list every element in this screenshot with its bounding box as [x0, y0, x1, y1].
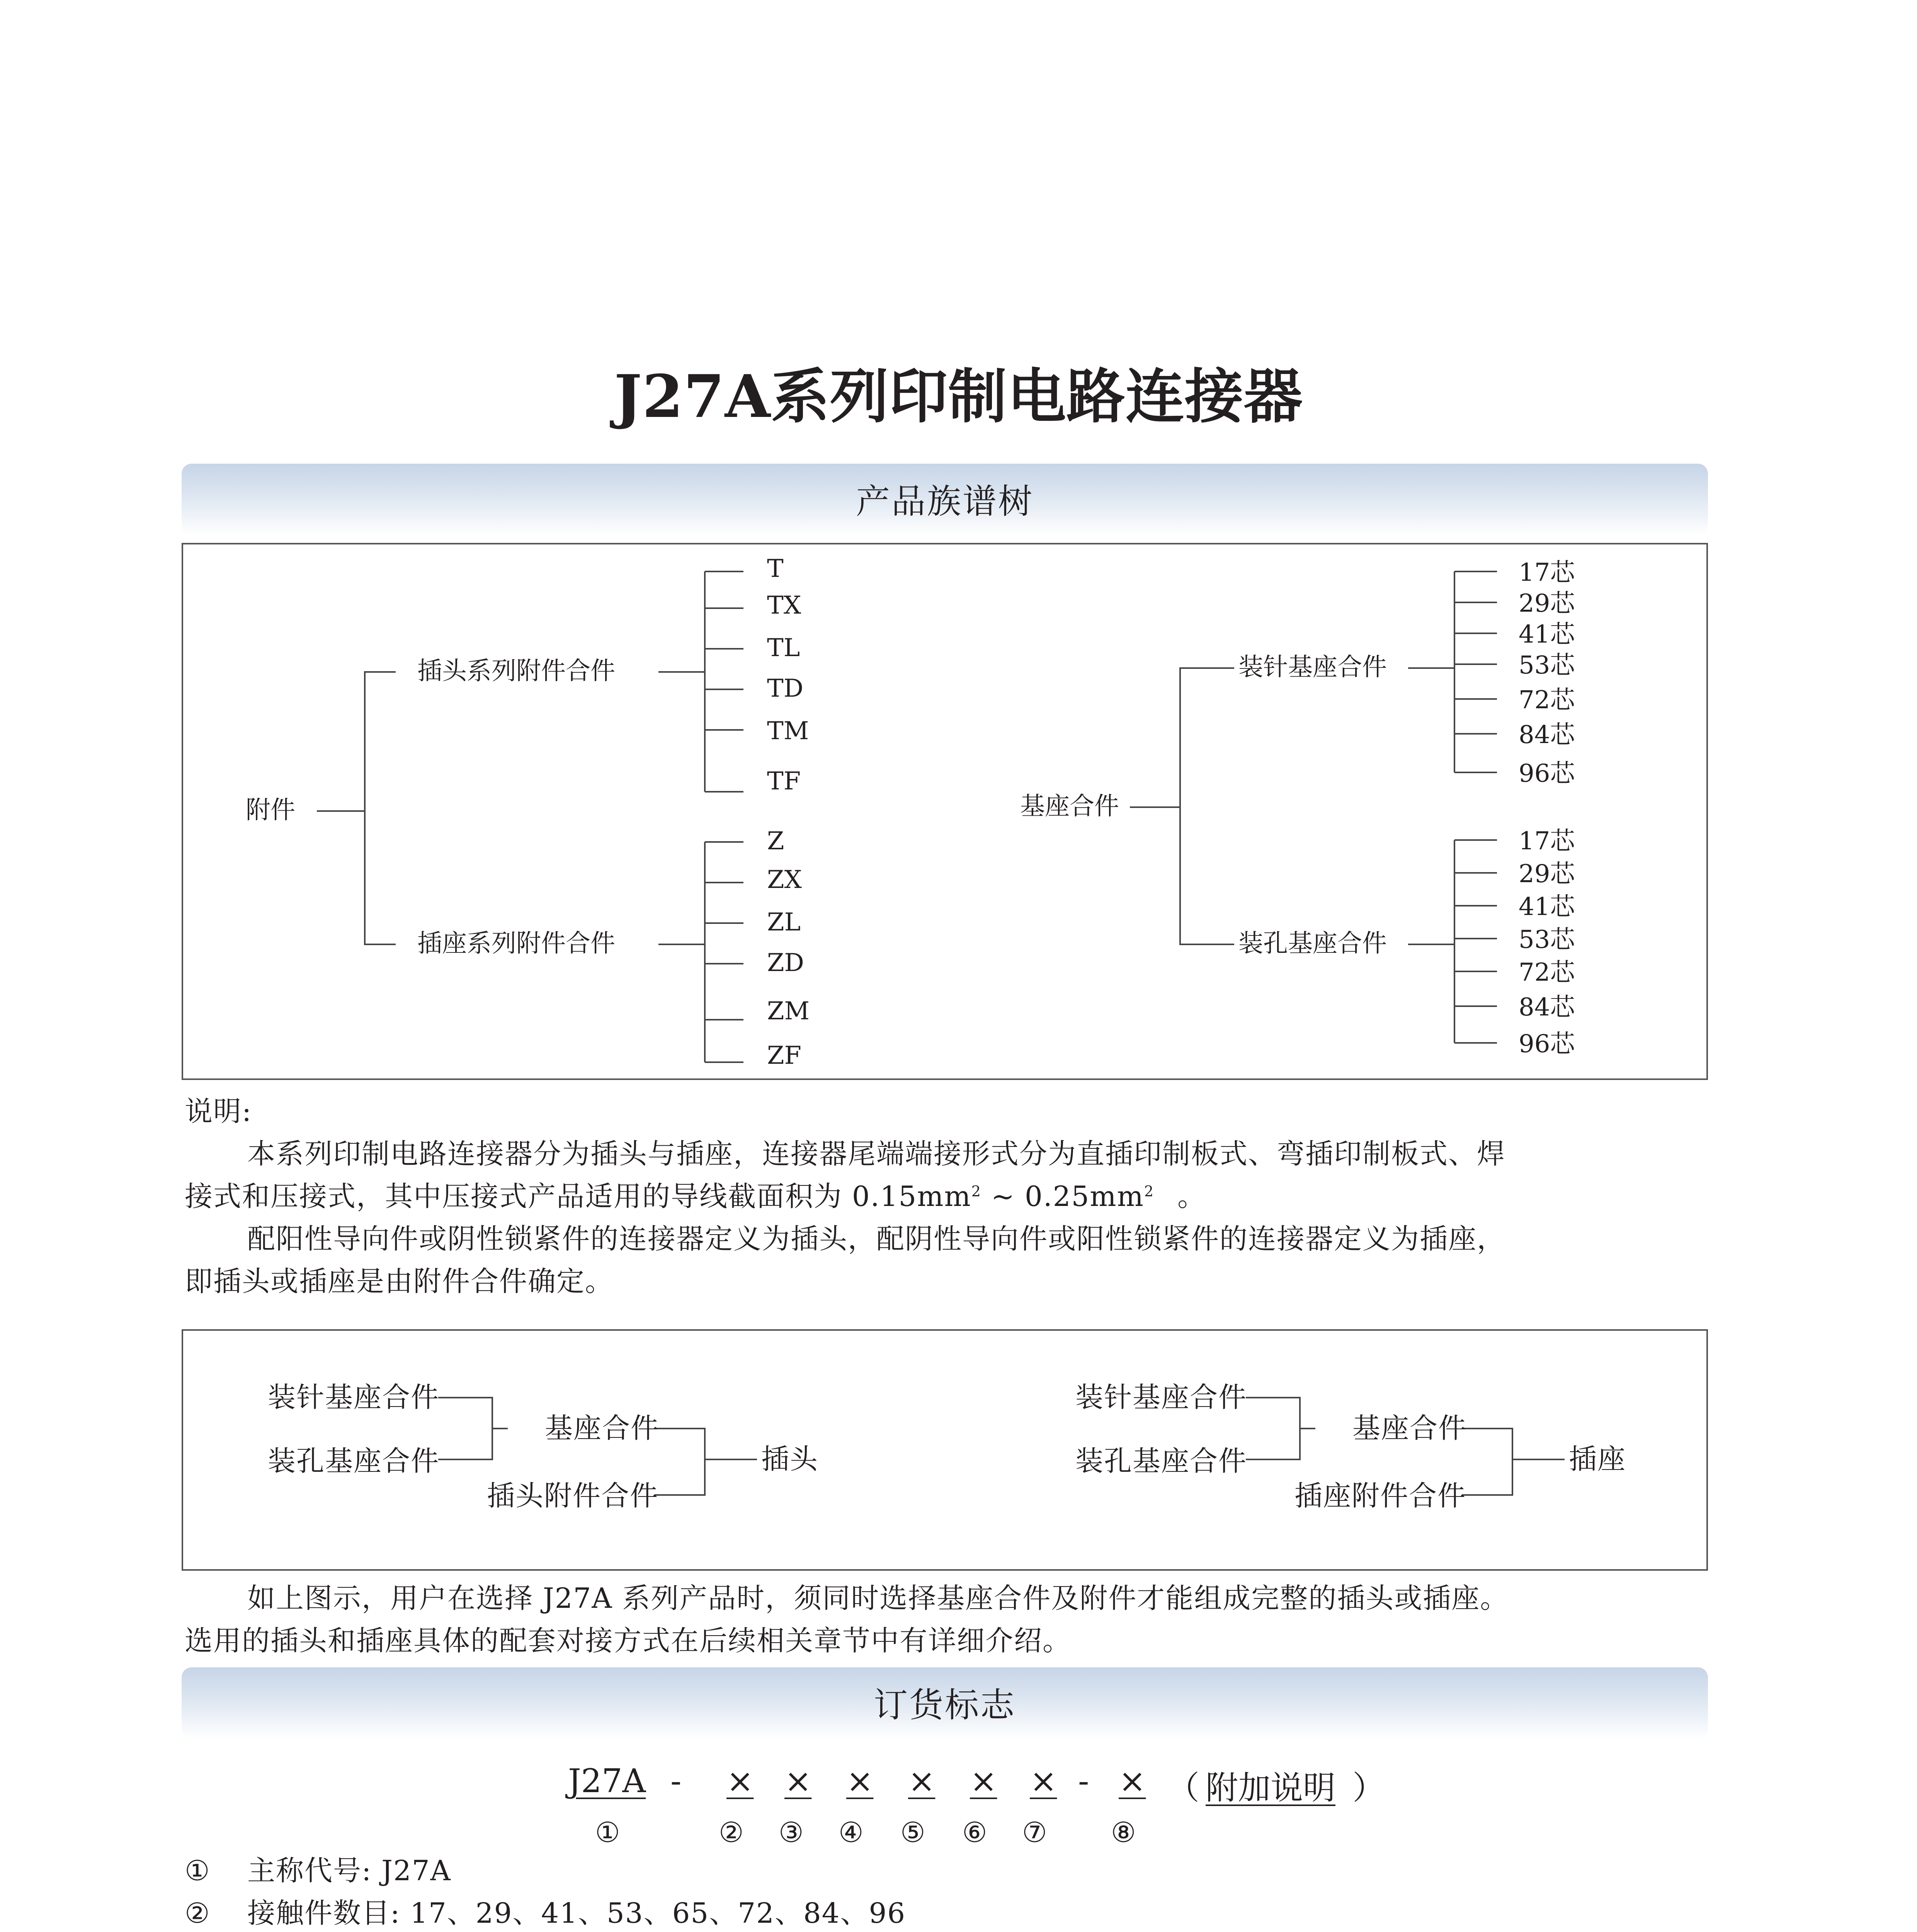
- explanation-text-part: 接式和压接式，其中压接式产品适用的导线截面积为 0.15mm: [185, 1180, 971, 1213]
- code-marker: ③: [779, 1816, 804, 1849]
- tree-leaf: 17芯: [1519, 558, 1575, 587]
- composition-base: 基座合件: [1352, 1412, 1467, 1444]
- explanation-text: 即插头或插座是由附件合件确定。: [185, 1265, 614, 1298]
- superscript: 2: [971, 1183, 981, 1200]
- code-marker: ④: [839, 1816, 864, 1849]
- code-dash: -: [670, 1762, 682, 1800]
- tree-leaf: TX: [767, 591, 801, 620]
- explanation-text: [185, 1180, 1206, 1213]
- code-x: ×: [970, 1762, 997, 1800]
- tree-branch-socket-accessory: 插座系列附件合件: [417, 929, 615, 958]
- explanation-text-part: 。: [1177, 1180, 1206, 1213]
- code-x: ×: [1119, 1762, 1146, 1800]
- code-x: ×: [908, 1762, 936, 1800]
- order-item-number: ②: [185, 1897, 211, 1929]
- code-open-paren: （: [1167, 1769, 1200, 1807]
- composition-note: 选用的插头和插座具体的配套对接方式在后续相关章节中有详细介绍。: [185, 1624, 1072, 1657]
- family-tree-connectors: [183, 544, 1706, 1078]
- tree-leaf: T: [767, 554, 784, 583]
- explanation-text-part: ~ 0.25mm: [981, 1180, 1144, 1213]
- page-title: J27A系列印制电路连接器: [614, 362, 1303, 431]
- tree-leaf: 29芯: [1519, 860, 1575, 888]
- code-markers: [0, 1816, 1917, 1851]
- superscript: 2: [1144, 1183, 1155, 1200]
- tree-leaf: ZD: [767, 949, 804, 977]
- code-suffix: 附加说明: [1206, 1769, 1336, 1807]
- order-item-number: ①: [185, 1854, 211, 1887]
- code-marker: ⑧: [1111, 1816, 1136, 1849]
- tree-leaf: 29芯: [1519, 589, 1575, 618]
- code-marker: ⑦: [1022, 1816, 1047, 1849]
- order-item-text: 主称代号: J27A: [247, 1854, 451, 1887]
- tree-leaf: 96芯: [1519, 759, 1575, 788]
- tree-leaf: TD: [767, 674, 803, 703]
- code-marker: ⑥: [962, 1816, 987, 1849]
- code-x: ×: [726, 1762, 754, 1800]
- family-tree-box: [182, 543, 1708, 1080]
- tree-leaf: 84芯: [1519, 721, 1575, 749]
- tree-branch-hole-base: 装孔基座合件: [1238, 929, 1387, 958]
- explanation-label: 说明:: [185, 1095, 252, 1128]
- tree-leaf: 41芯: [1519, 620, 1575, 649]
- code-marker: ⑤: [900, 1816, 925, 1849]
- tree-leaf: TM: [767, 717, 809, 745]
- code-marker: ②: [719, 1816, 744, 1849]
- tree-leaf: 53芯: [1519, 651, 1575, 680]
- composition-accessory: 插座附件合件: [1294, 1480, 1466, 1512]
- code-close-paren: ）: [1352, 1769, 1385, 1807]
- tree-leaf: 53芯: [1519, 925, 1575, 954]
- order-item-text: 接触件数目: 17、29、41、53、65、72、84、96: [247, 1897, 906, 1929]
- tree-leaf: 41芯: [1519, 893, 1575, 921]
- code-x: ×: [784, 1762, 812, 1800]
- tree-leaf: 96芯: [1519, 1030, 1575, 1058]
- code-x: ×: [846, 1762, 874, 1800]
- composition-pin-base: 装针基座合件: [268, 1381, 440, 1413]
- tree-leaf: 17芯: [1519, 827, 1575, 855]
- composition-note: 如上图示，用户在选择 J27A 系列产品时，须同时选择基座合件及附件才能组成完整的插头或插座。: [247, 1582, 1509, 1614]
- tree-leaf: ZF: [767, 1041, 801, 1070]
- tree-branch-pin-base: 装针基座合件: [1238, 653, 1387, 682]
- order-code-line: [0, 1762, 1917, 1807]
- code-marker: ①: [595, 1816, 620, 1849]
- tree-root-accessory: 附件: [246, 796, 295, 825]
- explanation-text: 本系列印制电路连接器分为插头与插座，连接器尾端端接形式分为直插印制板式、弯插印制板式、焊: [247, 1138, 1506, 1170]
- tree-branch-plug-accessory: 插头系列附件合件: [417, 657, 615, 685]
- tree-root-base: 基座合件: [1020, 792, 1119, 821]
- code-dash: -: [1078, 1762, 1089, 1800]
- tree-leaf: 72芯: [1519, 686, 1575, 714]
- tree-leaf: Z: [767, 827, 784, 855]
- composition-result-plug: 插头: [761, 1443, 819, 1475]
- tree-leaf: TF: [767, 767, 801, 796]
- tree-leaf: ZL: [767, 908, 801, 937]
- tree-leaf: ZX: [767, 866, 802, 894]
- section-heading: 订货标志: [873, 1685, 1016, 1725]
- section-heading: 产品族谱树: [856, 481, 1034, 521]
- code-main: J27A: [568, 1762, 646, 1800]
- composition-result-socket: 插座: [1569, 1443, 1626, 1475]
- section-header-order-code: [182, 1667, 1708, 1739]
- tree-leaf: TL: [767, 634, 800, 662]
- composition-base: 基座合件: [545, 1412, 660, 1444]
- composition-hole-base: 装孔基座合件: [1075, 1445, 1247, 1477]
- code-x: ×: [1030, 1762, 1057, 1800]
- section-header-family-tree: [182, 464, 1708, 535]
- tree-leaf: 84芯: [1519, 993, 1575, 1022]
- composition-hole-base: 装孔基座合件: [268, 1445, 440, 1477]
- composition-accessory: 插头附件合件: [487, 1480, 659, 1512]
- tree-leaf: 72芯: [1519, 958, 1575, 987]
- explanation-text: 配阳性导向件或阴性锁紧件的连接器定义为插头，配阴性导向件或阳性锁紧件的连接器定义为插座，: [247, 1223, 1506, 1255]
- tree-leaf: ZM: [767, 997, 810, 1026]
- composition-pin-base: 装针基座合件: [1075, 1381, 1247, 1413]
